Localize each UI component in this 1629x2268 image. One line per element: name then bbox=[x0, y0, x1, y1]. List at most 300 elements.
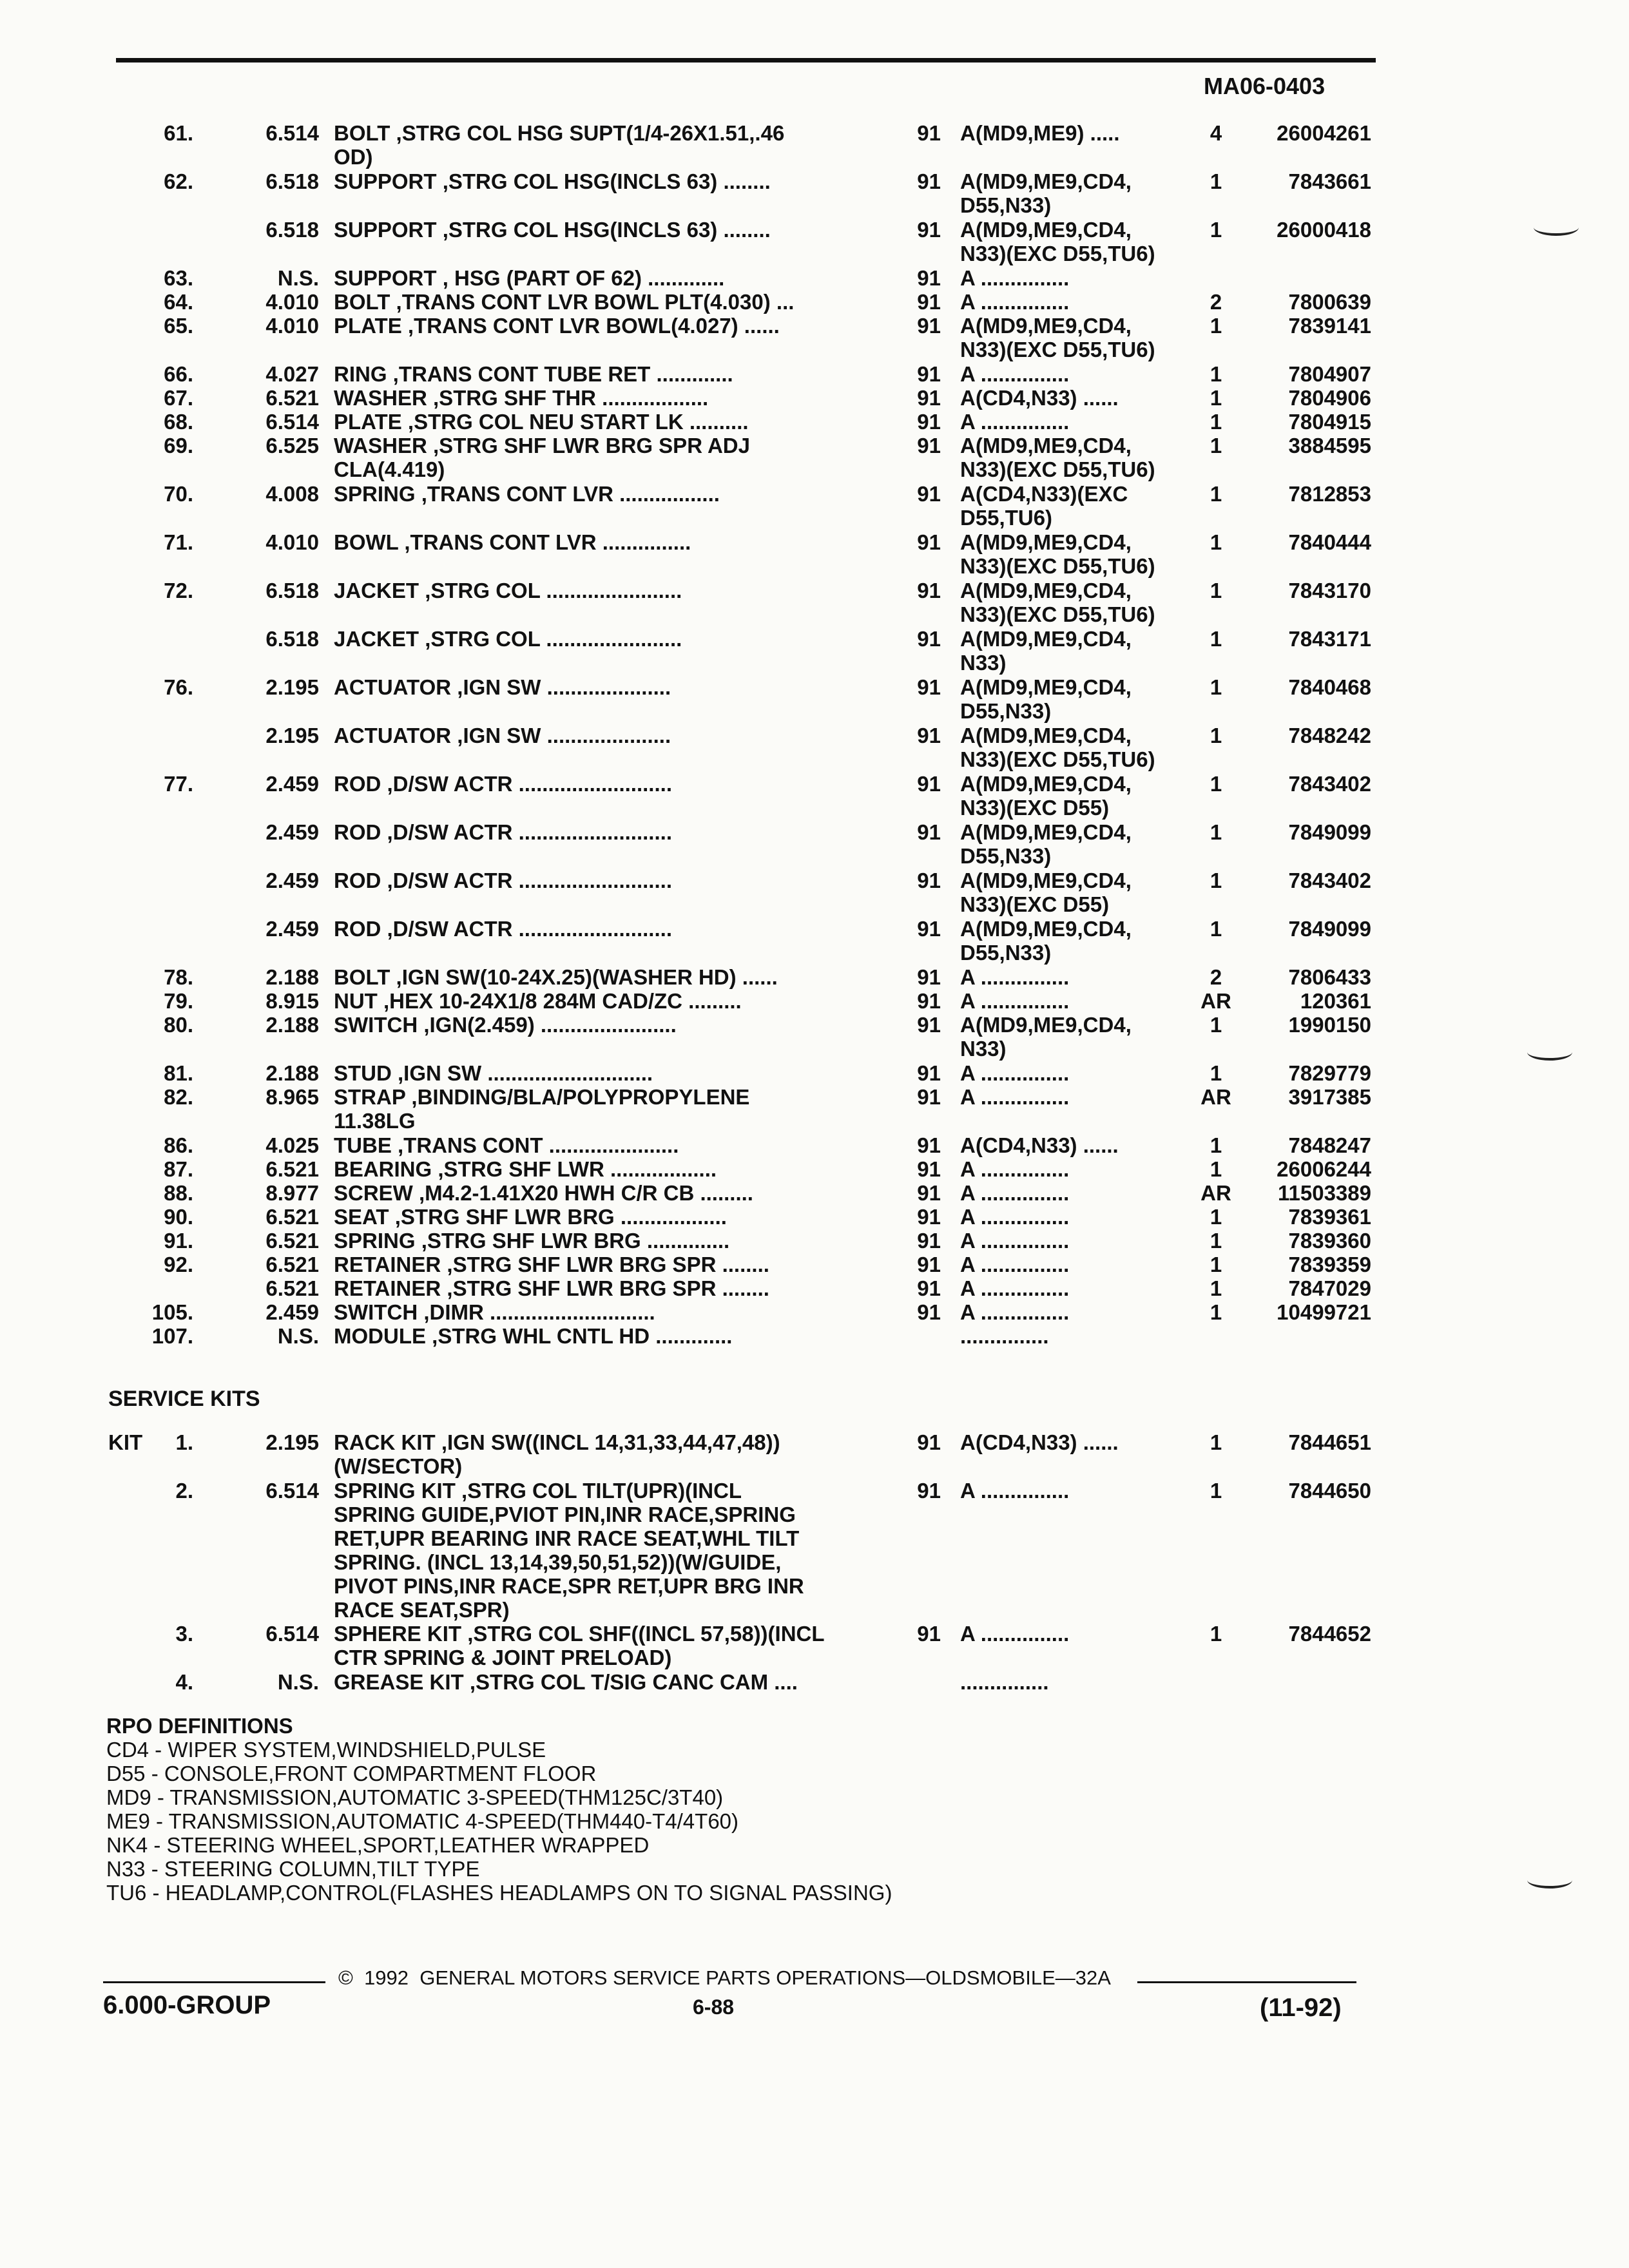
applicability: A ............... bbox=[960, 1479, 1070, 1503]
section-ref: 6.518 bbox=[265, 218, 319, 242]
section-ref: 6.521 bbox=[265, 1157, 319, 1181]
page-number: 6-88 bbox=[693, 1995, 735, 2019]
group-code: 91 bbox=[917, 314, 941, 338]
rpo-title: RPO DEFINITIONS bbox=[106, 1714, 293, 1738]
part-name: SPRING KIT bbox=[334, 1479, 456, 1503]
quantity: 1 bbox=[1210, 410, 1222, 434]
applicability: ............... bbox=[960, 1324, 1049, 1348]
applicability: A(CD4,N33) ...... bbox=[960, 386, 1119, 410]
item-number: 78. bbox=[164, 965, 193, 989]
rpo-item: ME9 - TRANSMISSION,AUTOMATIC 4-SPEED(THM440-T4/4T60) bbox=[106, 1809, 739, 1833]
part-description bbox=[334, 266, 862, 290]
part-description bbox=[334, 1061, 862, 1085]
rpo-item: NK4 - STEERING WHEEL,SPORT,LEATHER WRAPPED bbox=[106, 1833, 650, 1857]
part-description bbox=[334, 869, 862, 892]
part-number: 7839141 bbox=[1288, 314, 1371, 338]
quantity: 1 bbox=[1210, 1479, 1222, 1503]
group-code: 91 bbox=[917, 1061, 941, 1085]
item-number: 87. bbox=[164, 1157, 193, 1181]
group-code: 91 bbox=[917, 218, 941, 242]
group-code: 91 bbox=[917, 1205, 941, 1229]
part-description bbox=[334, 1622, 862, 1669]
part-detail: ,STRG COL HSG(INCLS 63) ........ bbox=[436, 218, 771, 242]
part-name: SEAT bbox=[334, 1205, 389, 1229]
section-ref: 2.188 bbox=[265, 1061, 319, 1085]
part-description bbox=[334, 482, 862, 506]
applicability: A(CD4,N33) ...... bbox=[960, 1133, 1119, 1157]
item-number: 66. bbox=[164, 362, 193, 386]
section-ref: 4.027 bbox=[265, 362, 319, 386]
part-description bbox=[334, 218, 862, 242]
part-description bbox=[334, 530, 862, 554]
part-number: 7849099 bbox=[1288, 820, 1371, 844]
quantity: 1 bbox=[1210, 1276, 1222, 1300]
quantity: 1 bbox=[1210, 627, 1222, 651]
part-name: RING bbox=[334, 362, 387, 386]
part-detail: ,STRG COL SHF((INCL 57,58))(INCL CTR SPRING & JOINT PRELOAD) bbox=[334, 1622, 825, 1669]
applicability: A(MD9,ME9,CD4, N33) bbox=[960, 1013, 1132, 1061]
quantity: 1 bbox=[1210, 1229, 1222, 1253]
section-ref: 8.965 bbox=[265, 1085, 319, 1109]
part-name: ACTUATOR bbox=[334, 724, 452, 747]
quantity: 1 bbox=[1210, 169, 1222, 193]
part-detail: ,D/SW ACTR .......................... bbox=[381, 820, 672, 844]
part-detail: ,STRG COL NEU START LK .......... bbox=[401, 410, 749, 434]
quantity: AR bbox=[1200, 1181, 1231, 1205]
rpo-item: MD9 - TRANSMISSION,AUTOMATIC 3-SPEED(THM125C/3T40) bbox=[106, 1785, 724, 1809]
part-name: NUT bbox=[334, 989, 378, 1013]
part-detail: ,STRG SHF LWR BRG SPR ADJ CLA(4.419) bbox=[334, 434, 750, 481]
part-name: RACK KIT bbox=[334, 1430, 436, 1454]
section-ref: N.S. bbox=[277, 1324, 319, 1348]
group-code: 91 bbox=[917, 675, 941, 699]
part-description bbox=[334, 675, 862, 699]
part-description bbox=[334, 627, 862, 651]
applicability: A ............... bbox=[960, 1276, 1070, 1300]
part-name: BOWL bbox=[334, 530, 399, 554]
part-description bbox=[334, 1157, 862, 1181]
part-name: SUPPORT bbox=[334, 218, 437, 242]
item-number: 86. bbox=[164, 1133, 193, 1157]
part-number: 120361 bbox=[1300, 989, 1371, 1013]
copyright-notice: © 1992 GENERAL MOTORS SERVICE PARTS OPERATIONS—OLDSMOBILE—32A bbox=[338, 1966, 1111, 1989]
part-description bbox=[334, 1205, 862, 1229]
quantity: 1 bbox=[1210, 218, 1222, 242]
item-number: 107. bbox=[151, 1324, 193, 1348]
group-code: 91 bbox=[917, 1157, 941, 1181]
part-number: 7843170 bbox=[1288, 579, 1371, 602]
part-number: 7848242 bbox=[1288, 724, 1371, 747]
item-number: 90. bbox=[164, 1205, 193, 1229]
part-number: 7844652 bbox=[1288, 1622, 1371, 1646]
part-number: 3917385 bbox=[1288, 1085, 1371, 1109]
part-name: JACKET bbox=[334, 579, 419, 602]
item-number: 71. bbox=[164, 530, 193, 554]
section-ref: 4.008 bbox=[265, 482, 319, 506]
part-detail: ,STRG COL T/SIG CANC CAM .... bbox=[463, 1670, 798, 1694]
quantity: 1 bbox=[1210, 1157, 1222, 1181]
group-code: 91 bbox=[917, 724, 941, 747]
applicability: A(MD9,ME9,CD4, N33) bbox=[960, 627, 1132, 675]
footer-rule-right bbox=[1137, 1981, 1356, 1983]
item-number: 64. bbox=[164, 290, 193, 314]
part-number: 7844650 bbox=[1288, 1479, 1371, 1503]
applicability: A ............... bbox=[960, 362, 1070, 386]
part-description bbox=[334, 1013, 862, 1037]
section-ref: 2.195 bbox=[265, 724, 319, 747]
part-description bbox=[334, 434, 862, 481]
part-name: SUPPORT bbox=[334, 169, 437, 193]
part-description bbox=[334, 989, 862, 1013]
part-number: 3884595 bbox=[1288, 434, 1371, 457]
part-detail: ,STRG SHF LWR .................. bbox=[432, 1157, 717, 1181]
item-number: 72. bbox=[164, 579, 193, 602]
part-number: 7806433 bbox=[1288, 965, 1371, 989]
part-name: GREASE KIT bbox=[334, 1670, 464, 1694]
applicability: A(MD9,ME9,CD4, N33)(EXC D55,TU6) bbox=[960, 218, 1155, 265]
part-description bbox=[334, 314, 862, 338]
part-detail: ,HEX 10-24X1/8 284M CAD/ZC ......... bbox=[377, 989, 742, 1013]
quantity: 1 bbox=[1210, 1300, 1222, 1324]
part-name: PLATE bbox=[334, 314, 402, 338]
part-name: STRAP bbox=[334, 1085, 406, 1109]
part-number: 7844651 bbox=[1288, 1430, 1371, 1454]
part-detail: ,STRG WHL CNTL HD ............. bbox=[426, 1324, 733, 1348]
part-number: 7839359 bbox=[1288, 1253, 1371, 1276]
service-kits-heading: SERVICE KITS bbox=[108, 1387, 260, 1411]
section-ref: 6.521 bbox=[265, 1253, 319, 1276]
applicability: A ............... bbox=[960, 266, 1070, 290]
margin-mark bbox=[1527, 1044, 1572, 1061]
applicability: A ............... bbox=[960, 410, 1070, 434]
item-number: 1. bbox=[175, 1430, 193, 1454]
item-number: 65. bbox=[164, 314, 193, 338]
section-ref: 6.514 bbox=[265, 410, 319, 434]
part-description bbox=[334, 820, 862, 844]
part-number: 7843171 bbox=[1288, 627, 1371, 651]
section-ref: 4.025 bbox=[265, 1133, 319, 1157]
part-detail: ,D/SW ACTR .......................... bbox=[381, 869, 672, 892]
margin-mark bbox=[1527, 1872, 1572, 1888]
part-number: 7839360 bbox=[1288, 1229, 1371, 1253]
part-name: ROD bbox=[334, 772, 381, 796]
section-ref: 6.518 bbox=[265, 579, 319, 602]
quantity: 4 bbox=[1210, 121, 1222, 145]
part-description bbox=[334, 1276, 862, 1300]
part-name: PLATE bbox=[334, 410, 402, 434]
group-code: 91 bbox=[917, 1430, 941, 1454]
quantity: 1 bbox=[1210, 1133, 1222, 1157]
part-number: 7847029 bbox=[1288, 1276, 1371, 1300]
part-detail: ,IGN SW ............................ bbox=[391, 1061, 653, 1085]
section-ref: 4.010 bbox=[265, 290, 319, 314]
item-number: 67. bbox=[164, 386, 193, 410]
item-number: 105. bbox=[151, 1300, 193, 1324]
margin-mark bbox=[1534, 219, 1579, 236]
rpo-item: CD4 - WIPER SYSTEM,WINDSHIELD,PULSE bbox=[106, 1738, 546, 1762]
section-ref: 2.188 bbox=[265, 965, 319, 989]
part-detail: ,STRG SHF LWR BRG .............. bbox=[415, 1229, 730, 1253]
section-ref: 8.915 bbox=[265, 989, 319, 1013]
section-ref: 6.514 bbox=[265, 1479, 319, 1503]
quantity: 1 bbox=[1210, 772, 1222, 796]
group-code: 91 bbox=[917, 1622, 941, 1646]
item-number: 61. bbox=[164, 121, 193, 145]
part-number: 7804907 bbox=[1288, 362, 1371, 386]
part-detail: ,STRG SHF LWR BRG .................. bbox=[389, 1205, 727, 1229]
applicability: A(MD9,ME9) ..... bbox=[960, 121, 1120, 145]
section-ref: 2.459 bbox=[265, 772, 319, 796]
section-ref: 6.521 bbox=[265, 1205, 319, 1229]
part-name: ROD bbox=[334, 869, 381, 892]
group-code: 91 bbox=[917, 169, 941, 193]
part-number: 7848247 bbox=[1288, 1133, 1371, 1157]
part-number: 7804915 bbox=[1288, 410, 1371, 434]
rpo-definitions bbox=[106, 1714, 892, 1905]
part-detail: ,D/SW ACTR .......................... bbox=[381, 772, 672, 796]
part-detail: , HSG (PART OF 62) ............. bbox=[436, 266, 725, 290]
applicability: A(MD9,ME9,CD4, D55,N33) bbox=[960, 169, 1132, 217]
section-ref: 4.010 bbox=[265, 530, 319, 554]
item-number: 79. bbox=[164, 989, 193, 1013]
section-ref: N.S. bbox=[277, 266, 319, 290]
part-detail: ,TRANS CONT LVR BOWL(4.027) ...... bbox=[401, 314, 780, 338]
applicability: A(MD9,ME9,CD4, N33)(EXC D55) bbox=[960, 772, 1132, 820]
applicability: A(MD9,ME9,CD4, N33)(EXC D55,TU6) bbox=[960, 530, 1155, 578]
group-code: 91 bbox=[917, 121, 941, 145]
item-number: 62. bbox=[164, 169, 193, 193]
part-description bbox=[334, 410, 862, 434]
part-name: ROD bbox=[334, 820, 381, 844]
part-number: 7804906 bbox=[1288, 386, 1371, 410]
rpo-list bbox=[106, 1738, 892, 1905]
quantity: 1 bbox=[1210, 1622, 1222, 1646]
part-detail: ,STRG SHF THR .................. bbox=[427, 386, 709, 410]
section-ref: 2.459 bbox=[265, 820, 319, 844]
group-code: 91 bbox=[917, 530, 941, 554]
quantity: 1 bbox=[1210, 434, 1222, 457]
group-code: 91 bbox=[917, 434, 941, 457]
group-label: 6.000-GROUP bbox=[103, 1991, 271, 2019]
part-number: 7843661 bbox=[1288, 169, 1371, 193]
part-number: 7829779 bbox=[1288, 1061, 1371, 1085]
part-description bbox=[334, 1670, 862, 1694]
item-number: 91. bbox=[164, 1229, 193, 1253]
part-name: ACTUATOR bbox=[334, 675, 452, 699]
part-detail: ,STRG COL TILT(UPR)(INCL SPRING GUIDE,PVIOT PIN,INR RACE,SPRING RET,UPR BEARING INR RACE SEAT,WHL TILT SPRING. (INCL 13,14,39,50,51,52))(W/GUIDE, PIVOT PINS,INR RACE,SPR RET,UPR BRG INR RACE SEAT,SPR) bbox=[334, 1479, 804, 1622]
part-name: SPRING bbox=[334, 1229, 416, 1253]
quantity: 1 bbox=[1210, 869, 1222, 892]
part-detail: ,IGN SW ..................... bbox=[451, 724, 671, 747]
part-detail: ,IGN SW((INCL 14,31,33,44,47,48)) (W/SECTOR) bbox=[334, 1430, 780, 1478]
item-number: 4. bbox=[175, 1670, 193, 1694]
group-code: 91 bbox=[917, 1229, 941, 1253]
part-detail: ,STRG COL ....................... bbox=[419, 627, 682, 651]
section-ref: 2.459 bbox=[265, 1300, 319, 1324]
item-number: 92. bbox=[164, 1253, 193, 1276]
group-code: 91 bbox=[917, 869, 941, 892]
part-detail: ,M4.2-1.41X20 HWH C/R CB ......... bbox=[412, 1181, 753, 1205]
quantity: 1 bbox=[1210, 1253, 1222, 1276]
part-description bbox=[334, 772, 862, 796]
part-description bbox=[334, 1324, 862, 1348]
part-detail: ,IGN(2.459) ....................... bbox=[418, 1013, 677, 1037]
section-ref: 6.525 bbox=[265, 434, 319, 457]
section-ref: 6.518 bbox=[265, 169, 319, 193]
part-detail: ,TRANS CONT ...................... bbox=[391, 1133, 679, 1157]
page-code: MA06-0403 bbox=[1204, 73, 1325, 99]
part-number: 7840444 bbox=[1288, 530, 1371, 554]
part-detail: ,STRG SHF LWR BRG SPR ........ bbox=[441, 1276, 769, 1300]
applicability: ............... bbox=[960, 1670, 1049, 1694]
section-ref: 6.518 bbox=[265, 627, 319, 651]
item-number: 2. bbox=[175, 1479, 193, 1503]
section-ref: 2.195 bbox=[265, 1430, 319, 1454]
footer-rule-left bbox=[103, 1981, 325, 1983]
quantity: 1 bbox=[1210, 579, 1222, 602]
section-ref: 6.521 bbox=[265, 1229, 319, 1253]
part-name: WASHER bbox=[334, 434, 427, 457]
item-number: 81. bbox=[164, 1061, 193, 1085]
part-number: 1990150 bbox=[1288, 1013, 1371, 1037]
part-detail: ,DIMR ............................ bbox=[418, 1300, 655, 1324]
part-description bbox=[334, 1181, 862, 1205]
applicability: A ............... bbox=[960, 965, 1070, 989]
part-description bbox=[334, 1300, 862, 1324]
quantity: 1 bbox=[1210, 675, 1222, 699]
part-number: 7843402 bbox=[1288, 772, 1371, 796]
part-number: 7849099 bbox=[1288, 917, 1371, 941]
applicability: A(MD9,ME9,CD4, N33)(EXC D55) bbox=[960, 869, 1132, 916]
item-number: 63. bbox=[164, 266, 193, 290]
quantity: 1 bbox=[1210, 314, 1222, 338]
group-code: 91 bbox=[917, 772, 941, 796]
part-name: TUBE bbox=[334, 1133, 392, 1157]
part-number: 7812853 bbox=[1288, 482, 1371, 506]
quantity: 2 bbox=[1210, 290, 1222, 314]
group-code: 91 bbox=[917, 1276, 941, 1300]
date-code: (11-92) bbox=[1260, 1994, 1342, 2022]
part-number: 26004261 bbox=[1277, 121, 1371, 145]
part-name: SPHERE KIT bbox=[334, 1622, 462, 1646]
group-code: 91 bbox=[917, 290, 941, 314]
group-code: 91 bbox=[917, 410, 941, 434]
applicability: A(MD9,ME9,CD4, D55,N33) bbox=[960, 820, 1132, 868]
group-code: 91 bbox=[917, 1085, 941, 1109]
quantity: 1 bbox=[1210, 530, 1222, 554]
part-description bbox=[334, 1133, 862, 1157]
section-ref: 2.459 bbox=[265, 869, 319, 892]
rpo-item: TU6 - HEADLAMP,CONTROL(FLASHES HEADLAMPS ON TO SIGNAL PASSING) bbox=[106, 1881, 892, 1905]
part-detail: ,STRG SHF LWR BRG SPR ........ bbox=[441, 1253, 769, 1276]
item-number: 80. bbox=[164, 1013, 193, 1037]
quantity: 1 bbox=[1210, 1430, 1222, 1454]
item-number: 77. bbox=[164, 772, 193, 796]
part-detail: ,TRANS CONT LVR ............... bbox=[398, 530, 691, 554]
part-number: 7800639 bbox=[1288, 290, 1371, 314]
group-code: 91 bbox=[917, 917, 941, 941]
quantity: 1 bbox=[1210, 386, 1222, 410]
part-description bbox=[334, 1085, 862, 1133]
part-description bbox=[334, 121, 862, 169]
part-description bbox=[334, 917, 862, 941]
rpo-item: N33 - STEERING COLUMN,TILT TYPE bbox=[106, 1857, 480, 1881]
part-name: SPRING bbox=[334, 482, 416, 506]
section-ref: 6.521 bbox=[265, 386, 319, 410]
part-name: BOLT bbox=[334, 121, 390, 145]
part-description bbox=[334, 1253, 862, 1276]
part-name: MODULE bbox=[334, 1324, 426, 1348]
part-description bbox=[334, 290, 862, 314]
part-description bbox=[334, 169, 862, 193]
group-code: 91 bbox=[917, 1181, 941, 1205]
part-description bbox=[334, 362, 862, 386]
applicability: A ............... bbox=[960, 989, 1070, 1013]
part-description bbox=[334, 1229, 862, 1253]
part-detail: ,STRG COL HSG(INCLS 63) ........ bbox=[436, 169, 771, 193]
part-detail: ,IGN SW ..................... bbox=[451, 675, 671, 699]
section-ref: 2.188 bbox=[265, 1013, 319, 1037]
part-name: RETAINER bbox=[334, 1276, 441, 1300]
part-number: 11503389 bbox=[1277, 1181, 1371, 1205]
part-name: BEARING bbox=[334, 1157, 432, 1181]
part-number: 26006244 bbox=[1277, 1157, 1371, 1181]
group-code: 91 bbox=[917, 1013, 941, 1037]
quantity: 1 bbox=[1210, 820, 1222, 844]
quantity: 2 bbox=[1210, 965, 1222, 989]
quantity: 1 bbox=[1210, 1013, 1222, 1037]
group-code: 91 bbox=[917, 1133, 941, 1157]
part-name: SWITCH bbox=[334, 1300, 418, 1324]
part-number: 7839361 bbox=[1288, 1205, 1371, 1229]
quantity: 1 bbox=[1210, 1205, 1222, 1229]
item-number: 70. bbox=[164, 482, 193, 506]
quantity: AR bbox=[1200, 989, 1231, 1013]
applicability: A ............... bbox=[960, 1622, 1070, 1646]
group-code: 91 bbox=[917, 1479, 941, 1503]
quantity: AR bbox=[1200, 1085, 1231, 1109]
applicability: A ............... bbox=[960, 1205, 1070, 1229]
section-ref: 6.514 bbox=[265, 121, 319, 145]
applicability: A ............... bbox=[960, 1300, 1070, 1324]
group-code: 91 bbox=[917, 266, 941, 290]
kit-label: KIT bbox=[108, 1430, 143, 1454]
group-code: 91 bbox=[917, 579, 941, 602]
applicability: A(CD4,N33) ...... bbox=[960, 1430, 1119, 1454]
group-code: 91 bbox=[917, 386, 941, 410]
group-code: 91 bbox=[917, 1253, 941, 1276]
group-code: 91 bbox=[917, 989, 941, 1013]
item-number: 68. bbox=[164, 410, 193, 434]
top-rule bbox=[116, 58, 1376, 62]
section-ref: 4.010 bbox=[265, 314, 319, 338]
part-name: JACKET bbox=[334, 627, 419, 651]
part-name: WASHER bbox=[334, 386, 427, 410]
applicability: A ............... bbox=[960, 1157, 1070, 1181]
item-number: 69. bbox=[164, 434, 193, 457]
applicability: A ............... bbox=[960, 1061, 1070, 1085]
applicability: A(MD9,ME9,CD4, N33)(EXC D55,TU6) bbox=[960, 724, 1155, 771]
part-number: 7840468 bbox=[1288, 675, 1371, 699]
part-description bbox=[334, 965, 862, 989]
part-description bbox=[334, 1479, 862, 1622]
applicability: A ............... bbox=[960, 1253, 1070, 1276]
applicability: A(MD9,ME9,CD4, N33)(EXC D55,TU6) bbox=[960, 434, 1155, 481]
applicability: A(MD9,ME9,CD4, D55,N33) bbox=[960, 917, 1132, 965]
part-detail: ,BINDING/BLA/POLYPROPYLENE 11.38LG bbox=[334, 1085, 750, 1133]
quantity: 1 bbox=[1210, 482, 1222, 506]
applicability: A ............... bbox=[960, 1085, 1070, 1109]
